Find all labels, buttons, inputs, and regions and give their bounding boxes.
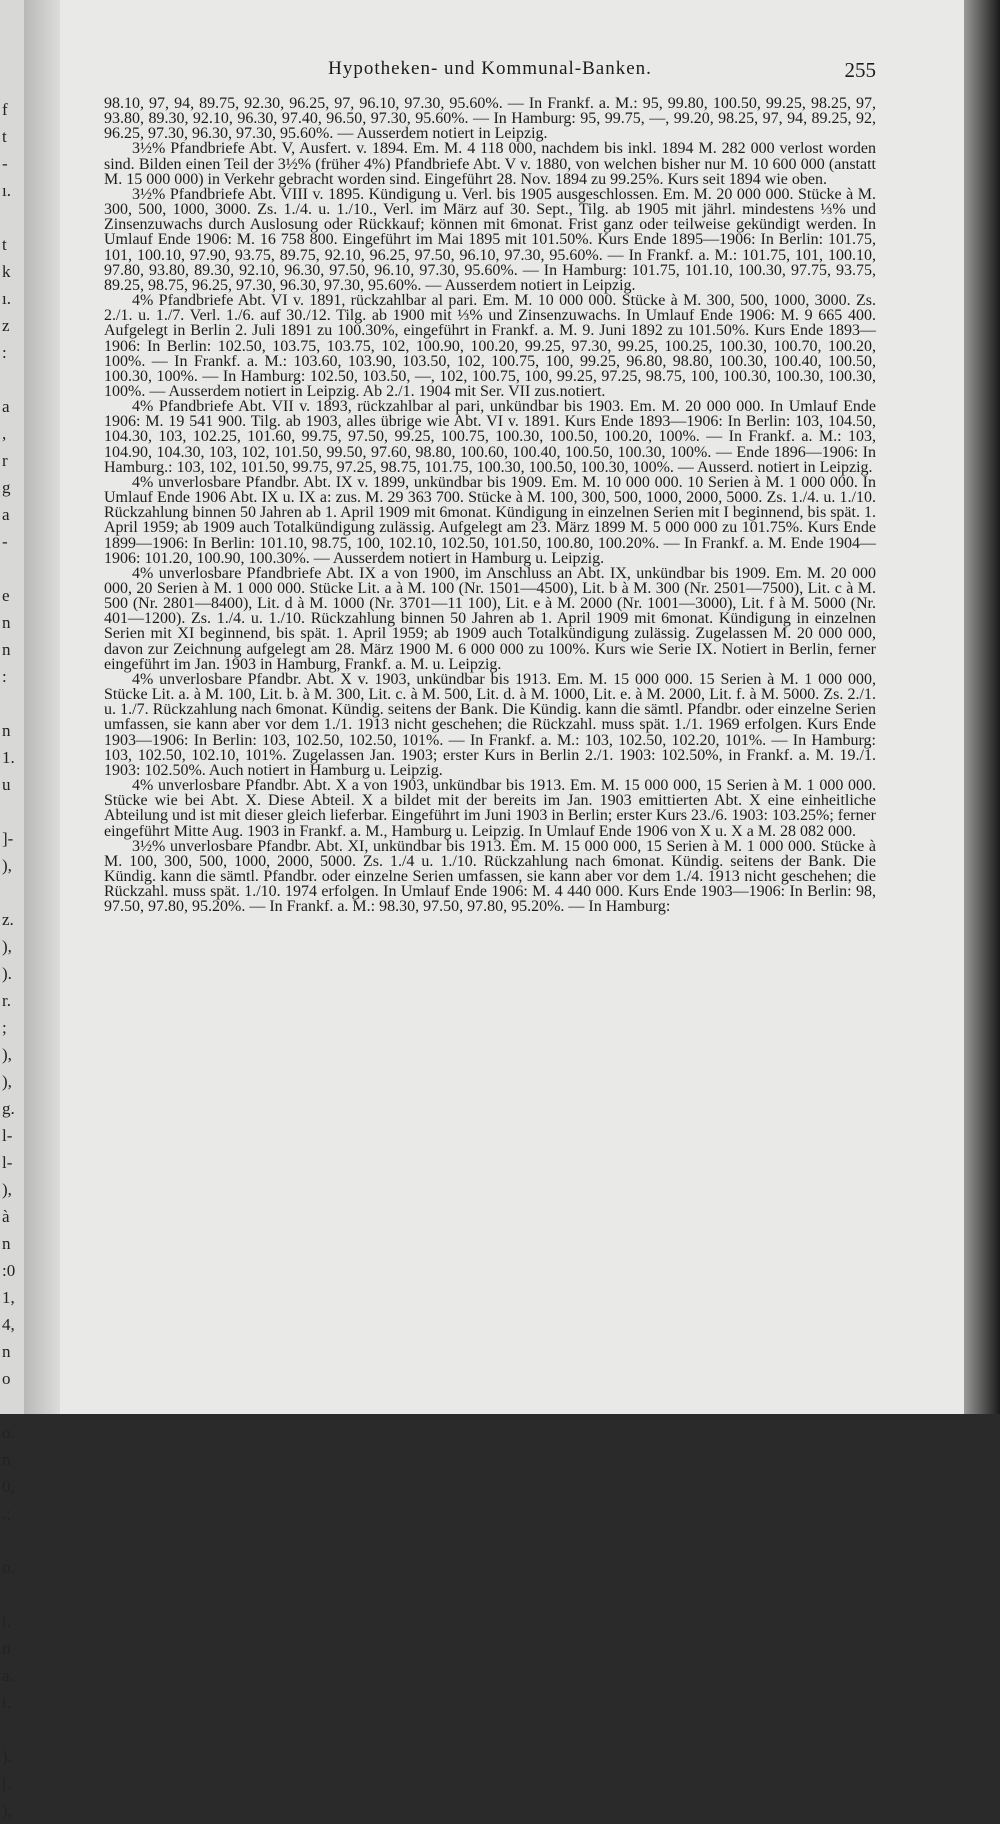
margin-fragment: 1, [2, 1288, 15, 1307]
margin-fragment: o. [2, 1558, 15, 1577]
margin-fragment: ), [2, 1072, 12, 1091]
margin-fragment: ), [2, 937, 12, 956]
previous-page-margin-fragments [2, 96, 22, 1824]
margin-fragment: g [2, 478, 11, 497]
margin-fragment: u [2, 775, 11, 794]
margin-fragment [2, 1581, 22, 1608]
running-title: Hypotheken- und Kommunal-Banken. [328, 58, 652, 79]
paragraph: 3½% Pfandbriefe Abt. V, Ausfert. v. 1894. Em. M. 4 118 000, nachdem bis inkl. 1894 M. 282 000 verlost worden sind. Bilden einen Teil der 3½% (früher 4%) Pfandbriefe Abt. V v. 1880, von welchen bisher nur M. 10 600 000 (anstatt M. 15 000 000) in Verkehr gebracht worden sind. Eingeführt 28. Nov. 1894 zu 99.25%. Kurs seit 1894 wie oben. [104, 140, 876, 188]
margin-fragment: 4, [2, 1315, 15, 1334]
margin-fragment: z. [2, 910, 14, 929]
margin-fragment: a [2, 397, 10, 416]
paragraph: 4% unverlosbare Pfandbr. Abt. X v. 1903, unkündbar bis 1913. Em. M. 15 000 000. 15 Serien à M. 1 000 000, Stücke Lit. a. à M. 100, Lit. b. à M. 300, Lit. c. à M. 500, Lit. d. à M. 1000, Lit. e. à M. 2000, Lit. f. à M. 5000. Zs. 2./1. u. 1./7. Rückzahlung nach 6monat. Kündig. seitens der Bank. Die Kündig. kann die sämtl. Pfandbr. oder einzelne Serien umfassen, sie kann aber vor dem 1./1. 1913 nicht geschehen; die Rückzahl. muss spät. 1./1. 1969 erfolgen. Kurs Ende 1903—1906: In Berlin: 103, 102.50, 102.50, 101%. — In Frankf. a. M.: 103, 102.50, 102.20, 101%. — In Hamburg: 103, 102.50, 102.10, 101%. Zugelassen Jan. 1903; erster Kurs in Berlin 2./1. 1903: 102.50%, in Frankf. a. M. 19./1. 1903: 102.50%. Auch notiert in Hamburg u. Leipzig. [104, 670, 876, 779]
margin-fragment: f [2, 100, 8, 119]
margin-fragment: à [2, 1207, 10, 1226]
right-page-edge [964, 0, 1000, 1414]
margin-fragment: r [2, 451, 8, 470]
paragraph: 98.10, 97, 94, 89.75, 92.30, 96.25, 97, 96.10, 97.30, 95.60%. — In Frankf. a. M.: 95, 99.80, 100.50, 99.25, 98.25, 97, 93.80, 89.30, 92.10, 96.30, 97.40, 96.50, 97.30, 95.60%. — In Hamburg: 95, 99.75, —, 99.20, 98.25, 97, 94, 89.25, 92, 96.25, 97.30, 96.30, 97.30, 95.60%. — Ausserdem notiert in Leipzig. [104, 95, 876, 143]
margin-fragment: ; [2, 1018, 7, 1037]
paragraph: 3½% unverlosbare Pfandbr. Abt. XI, unkündbar bis 1913. Em. M. 15 000 000, 15 Serien à M. 1 000 000. Stücke à M. 100, 300, 500, 1000, 2000, 5000. Zs. 1./4 u. 1./10. Rückzahlung nach 6monat. Kündig. seitens der Bank. Die Kündig. kann die sämtl. Pfandbr. oder einzelne Serien umfassen, sie kann aber vor dem 1./4. 1913 nicht geschehen; die Rückzahl. muss spät. 1./10. 1974 erfolgen. In Umlauf Ende 1906: M. 4 440 000. Kurs Ende 1903—1906: In Berlin: 98, 97.50, 97.80, 95.20%. — In Frankf. a. M.: 98.30, 97.50, 97.80, 95.20%. — In Hamburg: [104, 837, 876, 916]
paragraph: 4% Pfandbriefe Abt. VII v. 1893, rückzahlbar al pari, unkündbar bis 1903. Em. M. 20 000 000. In Umlauf Ende 1906: M. 19 541 900. Tilg. ab 1903, alles übrige wie Abt. VI v. 1891. Kurs Ende 1893—1906: In Berlin: 103, 104.50, 104.30, 103, 102.25, 101.60, 99.75, 97.50, 99.25, 100.75, 100.30, 100.50, 100.20, 100%. — In Frankf. a. M.: 103, 104.90, 104.30, 103, 102, 101.50, 99.50, 97.60, 98.80, 100.60, 100.40, 100.50, 100.30, 100%. — Ende 1896—1906: In Hamburg.: 103, 102, 101.50, 99.75, 97.25, 98.75, 101.75, 100.30, 100.50, 100.30, 100%. — Ausserd. notiert in Leipzig. [104, 398, 876, 476]
margin-fragment: n [2, 721, 11, 740]
margin-fragment: ), [2, 856, 12, 875]
margin-fragment: : [2, 667, 7, 686]
margin-fragment: r. [2, 991, 11, 1010]
margin-fragment: g. [2, 1099, 15, 1118]
margin-fragment: z [2, 316, 10, 335]
margin-fragment: e [2, 586, 10, 605]
margin-fragment: l- [2, 1153, 13, 1172]
margin-fragment: 1. [2, 748, 15, 767]
page-gutter [24, 0, 60, 1414]
paragraph: 4% unverlosbare Pfandbr. Abt. X a von 1903, unkündbar bis 1913. Em. M. 15 000 000, 15 Serien à M. 1 000 000. Stücke wie bei Abt. X. Diese Abteil. X a bildet mit der bereits im Jan. 1903 emittierten Abt. X eine einheitliche Abteilung und ist mit dieser gleich lieferbar. Eingeführt im Juni 1903 in Berlin; erster Kurs 23./6. 1903: 103.25%; ferner eingeführt Mitte Aug. 1903 in Frankf. a. M., Hamburg u. Leipzig. In Umlauf Ende 1906 von X u. X a M. 28 082 000. [104, 777, 876, 840]
margin-fragment: a. [2, 1666, 14, 1685]
margin-fragment [2, 1392, 22, 1419]
paragraph: 4% unverlosbare Pfandbr. Abt. IX v. 1899, unkündbar bis 1909. Em. M. 10 000 000. 10 Serien à M. 1 000 000. In Umlauf Ende 1906 Abt. IX u. IX a: zus. M. 29 363 700. Stücke à M. 100, 300, 500, 1000, 2000, 5000. Zs. 1./4. u. 1./10. Rückzahlung binnen 50 Jahren ab 1. April 1909 mit 6monat. Kündigung in einzelnen Serien mit I beginnend, bis spät. 1. April 1959; ab 1909 auch Totalkündigung zulässig. Aufgelegt am 23. März 1899 M. 5 000 000 zu 101.75%. Kurs Ende 1899—1906: In Berlin: 101.10, 98.75, 100, 102.10, 102.50, 101.50, 100.80, 100.20%. — In Frankf. a. M. Ende 1904—1906: 101.20, 100.90, 100.30%. — Ausserdem notiert in Hamburg u. Leipzig. [104, 473, 876, 567]
margin-fragment [2, 366, 22, 393]
margin-fragment: n [2, 1234, 11, 1253]
margin-fragment [2, 555, 22, 582]
margin-fragment: [. [2, 1774, 12, 1793]
margin-fragment [2, 879, 22, 906]
margin-fragment [2, 798, 22, 825]
margin-fragment: o [2, 1369, 11, 1388]
margin-fragment: i. [2, 1693, 11, 1712]
margin-fragment: :0 [2, 1261, 16, 1280]
margin-fragment: ), [2, 1801, 12, 1820]
margin-fragment: t [2, 127, 7, 146]
margin-fragment: ). [2, 964, 12, 983]
margin-fragment: ı. [2, 181, 11, 200]
margin-fragment: k [2, 262, 11, 281]
paragraph: 4% Pfandbriefe Abt. VI v. 1891, rückzahlbar al pari. Em. M. 10 000 000. Stücke à M. 300, 500, 1000, 3000. Zs. 2./1. u. 1./7. Verl. 1./6. auf 30./12. Tilg. ab 1900 mit ⅓% und Zinsenzuwachs. In Umlauf Ende 1906: M. 9 665 400. Aufgelegt in Berlin 2. Juli 1891 zu 100.30%, eingeführt in Frankf. a. M. 9. Juni 1892 zu 101.50%. Kurs Ende 1893—1906: In Berlin: 102.50, 103.75, 103.75, 102, 100.90, 100.20, 99.25, 97.30, 99.25, 100.25, 100.30, 100.70, 100.20, 100%. — In Frankf. a. M.: 103.60, 103.90, 103.50, 102, 100.75, 100, 99.25, 96.80, 98.80, 100.30, 100.40, 100.50, 100.30, 100%. — In Hamburg: 102.50, 103.50, —, 102, 100.75, 100, 99.25, 97.25, 98.75, 100, 100.30, 100.30, 100.30, 100%. — Ausserdem notiert in Leipzig. Ab 2./1. 1904 mit Ser. VII zus.notiert. [104, 292, 876, 400]
margin-fragment [2, 204, 22, 231]
margin-fragment: n [2, 1639, 11, 1658]
margin-fragment: i. [2, 1612, 11, 1631]
margin-fragment: : [2, 343, 7, 362]
margin-fragment: o. [2, 1423, 15, 1442]
margin-fragment: - [2, 154, 8, 173]
paragraph: 3½% Pfandbriefe Abt. VIII v. 1895. Kündigung u. Verl. bis 1905 ausgeschlossen. Em. M. 20 000 000. Stücke à M. 300, 500, 1000, 3000. Zs. 1./4. u. 1./10., Verl. im März auf 30. Sept., Tilg. ab 1905 mit jährl. mindestens ⅓% und Zinsenzuwachs durch Auslosung oder Rückkauf; können mit 6monat. Frist ganz oder teilweise gekündigt werden. In Umlauf Ende 1906: M. 16 758 800. Eingeführt im Mai 1895 mit 101.50%. Kurs Ende 1895—1906: In Berlin: 101.75, 101, 100.10, 97.90, 93.75, 89.75, 92.10, 96.25, 97.50, 96.10, 97.30, 95.60%. — In Frankf. a. M.: 101.75, 101, 100.10, 97.80, 93.80, 89.30, 92.10, 96.30, 97.50, 96.10, 97.30, 95.60%. — In Hamburg: 101.75, 101.10, 100.30, 97.75, 93.75, 89.25, 98.75, 96.25, 97.30, 96.30, 97.30, 95.60%. — Ausserdem notiert in Leipzig. [104, 185, 876, 294]
margin-fragment: ). [2, 1747, 12, 1766]
margin-fragment: l- [2, 1126, 13, 1145]
margin-fragment: ]- [2, 829, 14, 848]
margin-fragment: ), [2, 1045, 12, 1064]
margin-fragment [2, 690, 22, 717]
margin-fragment: n [2, 640, 11, 659]
margin-fragment: n [2, 1450, 11, 1469]
margin-fragment: ı. [2, 289, 11, 308]
margin-fragment: - [2, 532, 8, 551]
margin-fragment: t [2, 235, 7, 254]
margin-fragment: n [2, 1342, 11, 1361]
margin-fragment: .; [2, 1504, 11, 1523]
margin-fragment: n [2, 613, 11, 632]
page-number: 255 [844, 58, 876, 82]
page-body [104, 96, 876, 914]
margin-fragment: ), [2, 1180, 12, 1199]
margin-fragment [2, 1716, 22, 1743]
page-header [104, 58, 876, 84]
paragraph: 4% unverlosbare Pfandbriefe Abt. IX a von 1900, im Anschluss an Abt. IX, unkündbar bis 1909. Em. M. 20 000 000, 20 Serien à M. 1 000 000. Stücke Lit. a à M. 100 (Nr. 1501—4500), Lit. b à M. 300 (Nr. 2501—7500), Lit. c à M. 500 (Nr. 2801—8400), Lit. d à M. 1000 (Nr. 3701—11 100), Lit. e à M. 2000 (Nr. 1001—3000), Lit. f à M. 5000 (Nr. 401—1200). Zs. 1./4. u. 1./10. Rückzahlung binnen 50 Jahren ab 1. April 1909 mit 6monat. Kündigung in einzelnen Serien mit XI beginnend, bis spät. 1. April 1959; ab 1909 auch Totalkündigung zulässig. Zugelassen M. 20 000 000, davon zur Zeichnung aufgelegt am 28. März 1900 M. 6 000 000 zu 100%. Kurs wie Serie IX. Notiert in Berlin, ferner eingeführt im Jan. 1903 in Hamburg, Frankf. a. M. u. Leipzig. [104, 564, 876, 673]
margin-fragment: 0, [2, 1477, 15, 1496]
margin-fragment: , [2, 424, 7, 443]
margin-fragment [2, 1527, 22, 1554]
margin-fragment: a [2, 505, 10, 524]
